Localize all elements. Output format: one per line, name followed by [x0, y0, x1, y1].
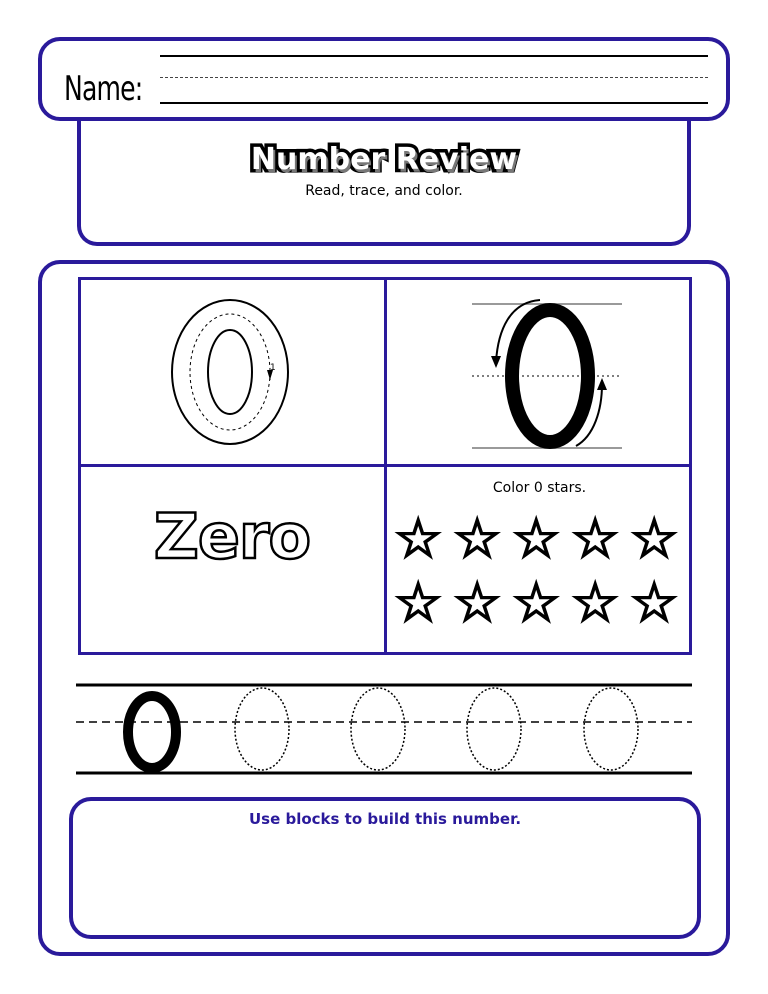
name-line-mid [160, 77, 708, 78]
star-icon[interactable]: ☆ [453, 507, 502, 570]
name-label: Name: [64, 69, 143, 109]
star-icon[interactable]: ☆ [571, 507, 620, 570]
handwriting-practice-row[interactable] [76, 680, 694, 780]
name-header [38, 37, 730, 121]
page-subtitle: Read, trace, and color. [305, 183, 463, 199]
title-box [77, 108, 691, 246]
star-icon[interactable]: ☆ [630, 507, 679, 570]
star-icon[interactable]: ☆ [512, 571, 561, 634]
star-icon[interactable]: ☆ [453, 571, 502, 634]
stars-instruction: Color 0 stars. [492, 480, 587, 496]
star-icon[interactable]: ☆ [512, 507, 561, 570]
stroke-step-label: 1 [270, 363, 276, 373]
star-icon[interactable]: ☆ [630, 571, 679, 634]
star-icon[interactable]: ☆ [394, 571, 443, 634]
trace-zero-icon [470, 290, 625, 455]
name-line-top [160, 55, 708, 57]
build-area[interactable] [69, 797, 701, 939]
page-title: Number Review [250, 142, 518, 177]
grid-divider-horizontal [78, 464, 692, 467]
stars-grid [392, 507, 688, 642]
build-instruction: Use blocks to build this number. [248, 810, 522, 828]
number-word: Zero [153, 500, 311, 573]
outlined-zero-icon [150, 288, 310, 458]
star-icon[interactable]: ☆ [394, 507, 443, 570]
star-icon[interactable]: ☆ [571, 571, 620, 634]
name-line-bottom[interactable] [160, 102, 708, 104]
